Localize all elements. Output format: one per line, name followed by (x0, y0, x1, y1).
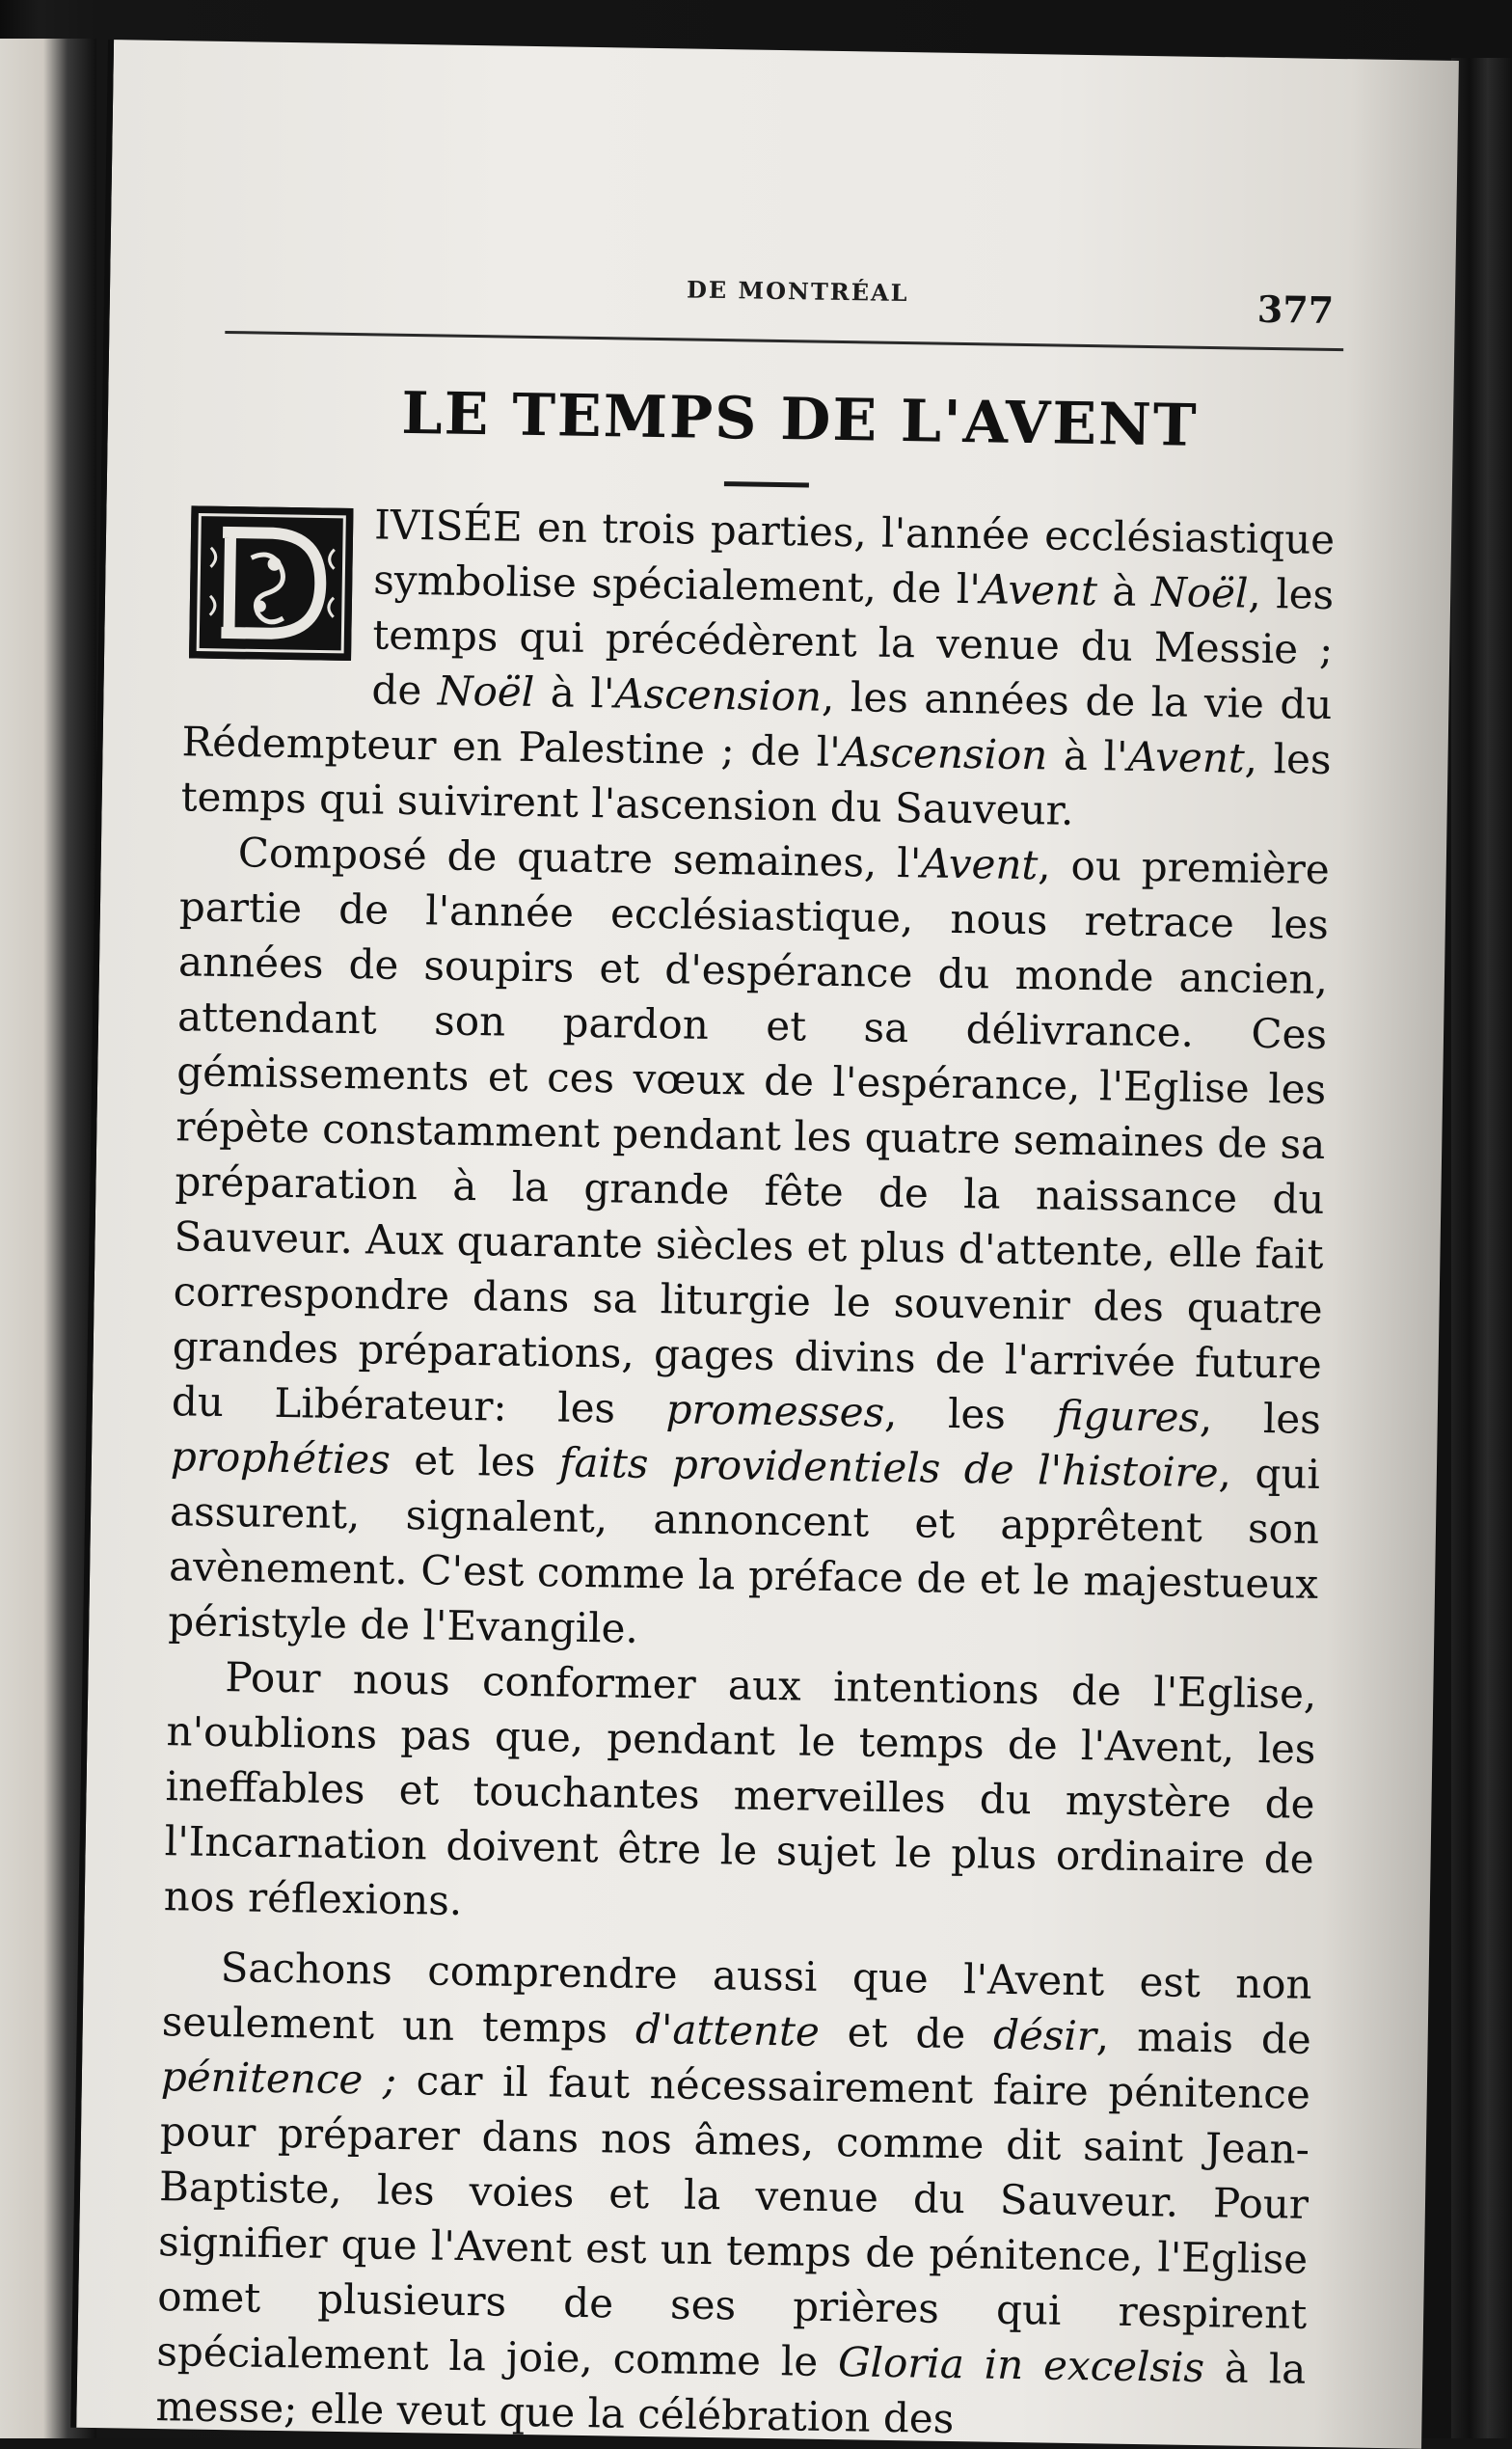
ornamental-dropcap-icon (189, 505, 353, 661)
text-run: , les années de la vie du Rédempteur en Palestine ; de l' (181, 672, 1333, 776)
title-rule (724, 481, 809, 487)
italic-term: Gloria in excelsis (837, 2338, 1205, 2392)
book-page (70, 40, 1459, 2449)
text-run: , les (883, 1388, 1057, 1439)
text-run: , mais de (1095, 2012, 1312, 2063)
text-run: à la messe; elle veut que la célébration des (155, 2344, 1307, 2443)
text-run: IVISÉE en trois parties, l'année ecclésiastique symbolise spécialement, de l' (372, 501, 1336, 613)
italic-term: Ascension (840, 728, 1048, 779)
italic-term: Avent (920, 839, 1039, 889)
paragraph-2 (168, 824, 1330, 1667)
italic-term: Avent (980, 565, 1098, 615)
italic-term: désir (992, 2010, 1097, 2060)
page-number: 377 (1256, 286, 1335, 332)
paragraph-4 (155, 1939, 1312, 2449)
text-run: , les temps qui suivirent l'ascension du Sauveur. (180, 734, 1332, 834)
italic-term: Noël (437, 667, 535, 717)
header-rule (225, 331, 1343, 351)
text-run: Pour nous conformer aux intentions de l'Eglise, n'oublions pas que, pendant le temps de l'Avent, les ineffables et touchantes merveilles du mystère de l'Incarnation doivent être le sujet le plus ordinaire de nos réflexions. (163, 1653, 1317, 1924)
italic-term: Ascension (614, 669, 823, 721)
text-run: et de (819, 2007, 994, 2058)
italic-term: prophéties (170, 1432, 392, 1483)
italic-term: Avent (1127, 732, 1246, 782)
text-run: , les (1199, 1393, 1322, 1443)
running-title: DE MONTRÉAL (686, 275, 909, 308)
italic-term: promesses (665, 1385, 885, 1436)
text-run: Composé de quatre semaines, l' (237, 829, 922, 887)
paragraph-3 (163, 1648, 1316, 1942)
text-run: , qui assurent, signalent, annoncent et apprêtent son avènement. C'est comme la préface de et le majestueux péristyle de l'Evangile. (167, 1449, 1321, 1652)
italic-term: d'attente (634, 2004, 821, 2055)
text-run: à (1096, 567, 1152, 616)
italic-term: faits providentiels de l'histoire (558, 1438, 1219, 1497)
running-head (226, 268, 1191, 322)
paragraph-1 (180, 494, 1335, 842)
italic-term: Noël (1150, 568, 1249, 617)
text-run: car il faut nécessairement faire pénitence pour préparer dans nos âmes, comme dit saint Jean-Baptiste, les voies et la venue du Sauveur. Pour signifier que l'Avent est un temps de pénitence, l'Eglise omet plusieurs de ses prières qui respirent spécialement la joie, comme le (156, 2055, 1311, 2386)
book-fore-edge (1451, 58, 1512, 2438)
text-run: , ou première partie de l'année ecclésiastique, nous retrace les années de soupirs et d'espérance du monde ancien, attendant son pardon et sa délivrance. Ces gémissements et ces vœux de l'espérance, l'Eglise les répète constamment pendant les quatre semaines de sa préparation à la grande fête de la naissance du Sauveur. Aux quarante siècles et plus d'attente, elle fait correspondre dans sa liturgie le souvenir des quatre grandes préparations, gages divins de l'arrivée future du Libérateur: les (171, 841, 1331, 1433)
chapter-title: LE TEMPS DE L'AVENT (400, 379, 1200, 460)
text-run: à l' (533, 668, 615, 718)
text-run: Sachons comprendre aussi que l'Avent est non seulement un temps (161, 1944, 1312, 2053)
italic-term: figures (1056, 1391, 1201, 1441)
italic-term: pénitence ; (160, 2053, 397, 2104)
text-run: , les temps qui précédèrent la venue du Messie ; de (371, 569, 1335, 715)
text-run: à l' (1046, 731, 1128, 780)
text-run: et les (390, 1435, 560, 1486)
body-text (155, 494, 1335, 2448)
